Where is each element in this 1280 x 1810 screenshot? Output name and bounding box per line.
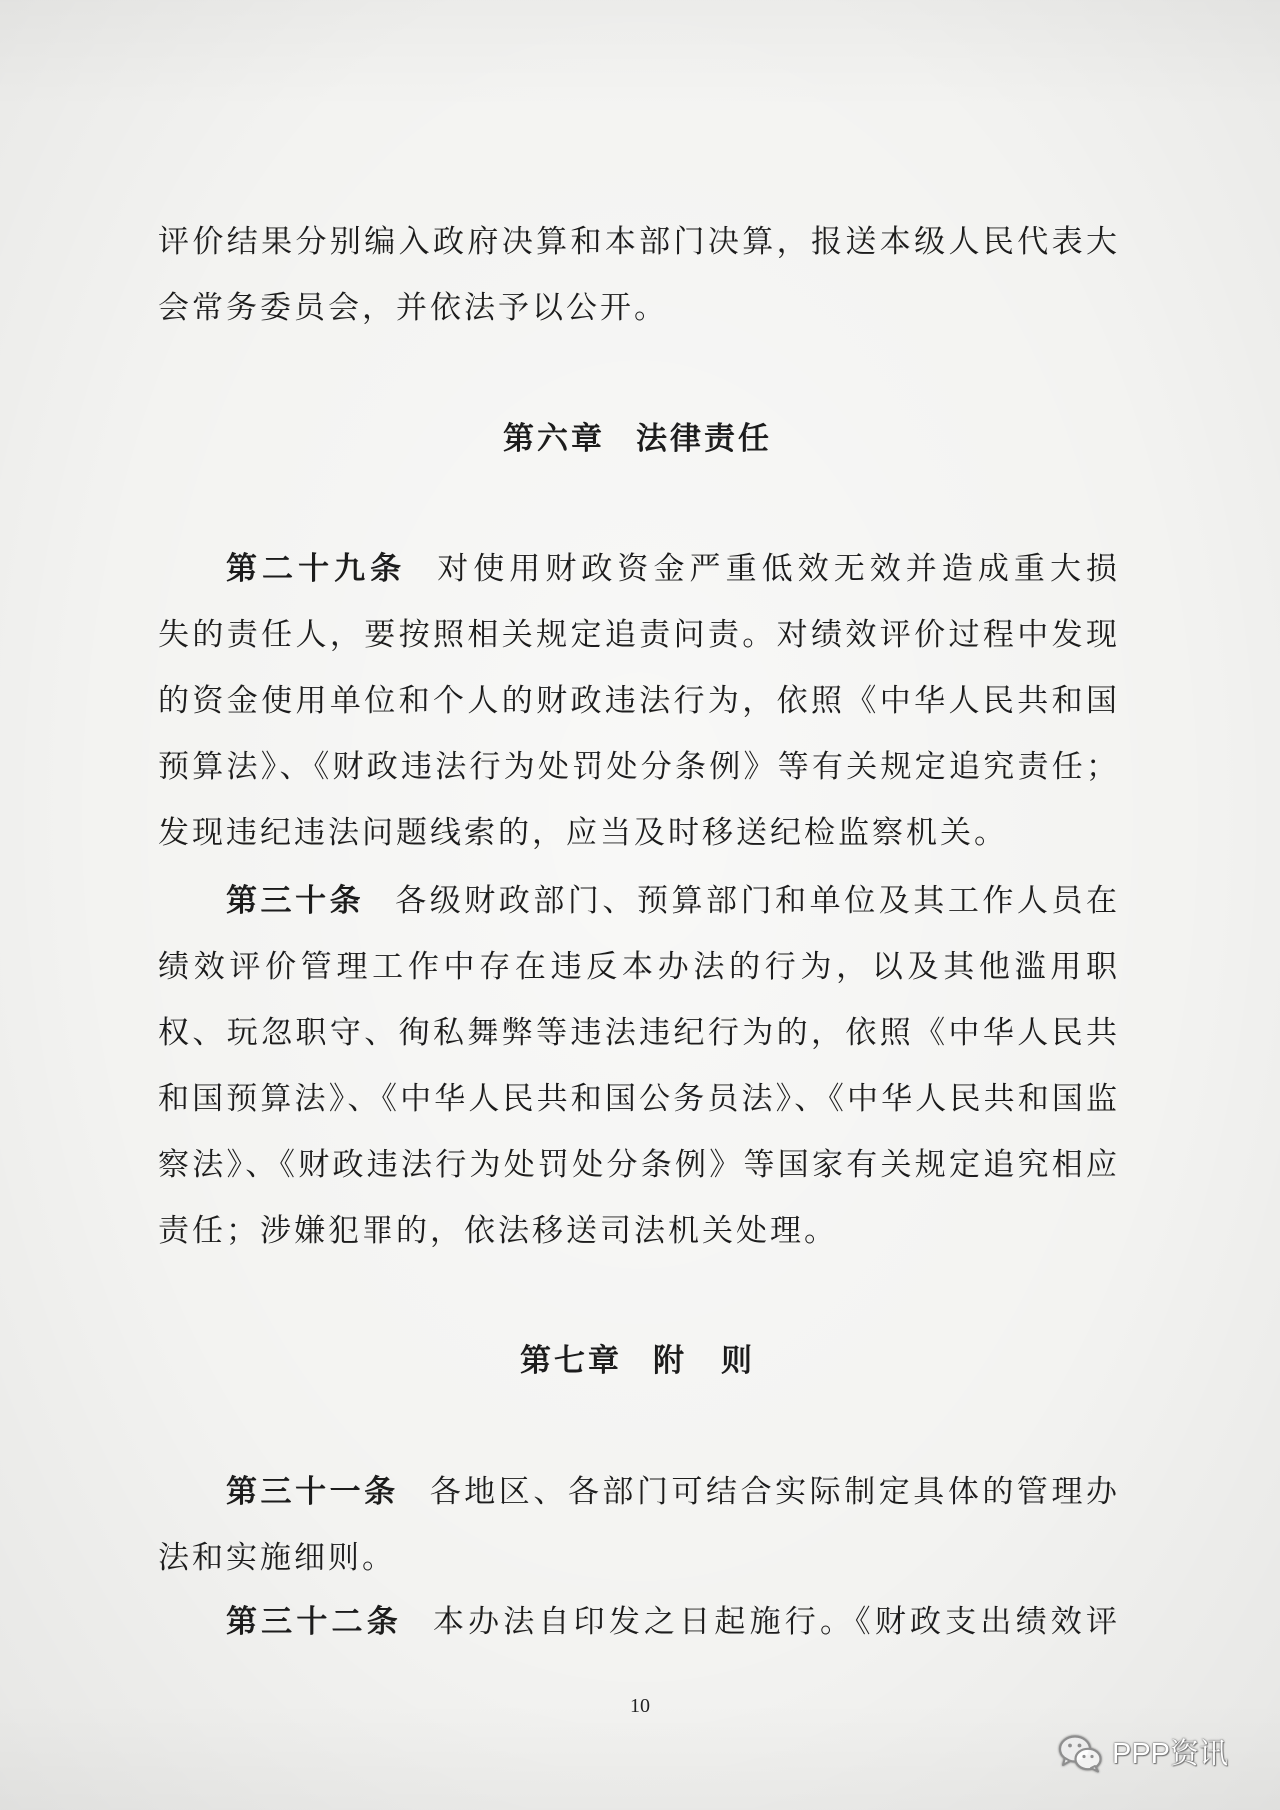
article-30-line-6: 责任；涉嫌犯罪的，依法移送司法机关处理。 xyxy=(158,1213,838,1249)
chapter-7-title: 附 则 xyxy=(653,1343,755,1379)
article-32-text: 本办法自印发之日起施行。《财政支出绩效评 xyxy=(432,1604,1117,1640)
chapter-6-title: 法律责任 xyxy=(636,421,772,457)
wechat-icon xyxy=(1058,1734,1104,1774)
article-29-line-3: 的资金使用单位和个人的财政违法行为，依照《中华人民共和国 xyxy=(158,683,1117,719)
article-30-text: 各级财政部门、预算部门和单位及其工作人员在 xyxy=(395,883,1118,919)
chapter-6-number: 第六章 xyxy=(503,421,605,457)
article-31-text: 各地区、各部门可结合实际制定具体的管理办 xyxy=(429,1474,1118,1510)
article-30-line-2: 绩效评价管理工作中存在违反本办法的行为，以及其他滥用职 xyxy=(158,949,1117,985)
intro-line-1: 评价结果分别编入政府决算和本部门决算，报送本级人民代表大 xyxy=(158,224,1117,260)
article-30-label: 第三十条 xyxy=(226,883,365,919)
article-29-line-1 xyxy=(158,536,1117,602)
page-number: 10 xyxy=(630,1695,650,1717)
article-30 xyxy=(158,868,1117,1264)
article-32-label: 第三十二条 xyxy=(226,1604,402,1640)
article-30-line-5: 察法》、《财政违法行为处罚处分条例》等国家有关规定追究相应 xyxy=(158,1147,1117,1183)
article-29-label: 第二十九条 xyxy=(226,551,407,587)
article-31-line-1 xyxy=(158,1459,1117,1525)
article-30-line-3: 权、玩忽职守、徇私舞弊等违法违纪行为的，依照《中华人民共 xyxy=(158,1015,1117,1051)
article-29-line-5: 发现违纪违法问题线索的，应当及时移送纪检监察机关。 xyxy=(158,815,1008,851)
article-31 xyxy=(158,1459,1117,1591)
article-29-text: 对使用财政资金严重低效无效并造成重大损 xyxy=(437,551,1117,587)
watermark xyxy=(1058,1733,1228,1775)
article-29-line-4: 预算法》、《财政违法行为处罚处分条例》等有关规定追究责任； xyxy=(158,749,1117,785)
article-30-line-4: 和国预算法》、《中华人民共和国公务员法》、《中华人民共和国监 xyxy=(158,1081,1117,1117)
article-32-line-1 xyxy=(158,1589,1117,1655)
article-32 xyxy=(158,1589,1117,1655)
watermark-text: PPP资讯 xyxy=(1112,1738,1229,1770)
article-29-line-2: 失的责任人，要按照相关规定追责问责。对绩效评价过程中发现 xyxy=(158,617,1117,653)
chapter-7-heading xyxy=(158,1328,1117,1394)
article-29 xyxy=(158,536,1117,866)
chapter-6-heading xyxy=(158,406,1117,472)
article-31-label: 第三十一条 xyxy=(226,1474,399,1510)
intro-line-2: 会常务委员会，并依法予以公开。 xyxy=(158,290,668,326)
chapter-7-number: 第七章 xyxy=(520,1343,622,1379)
article-31-line-2: 法和实施细则。 xyxy=(158,1540,396,1576)
intro-paragraph xyxy=(158,209,1117,341)
article-30-line-1 xyxy=(158,868,1117,934)
